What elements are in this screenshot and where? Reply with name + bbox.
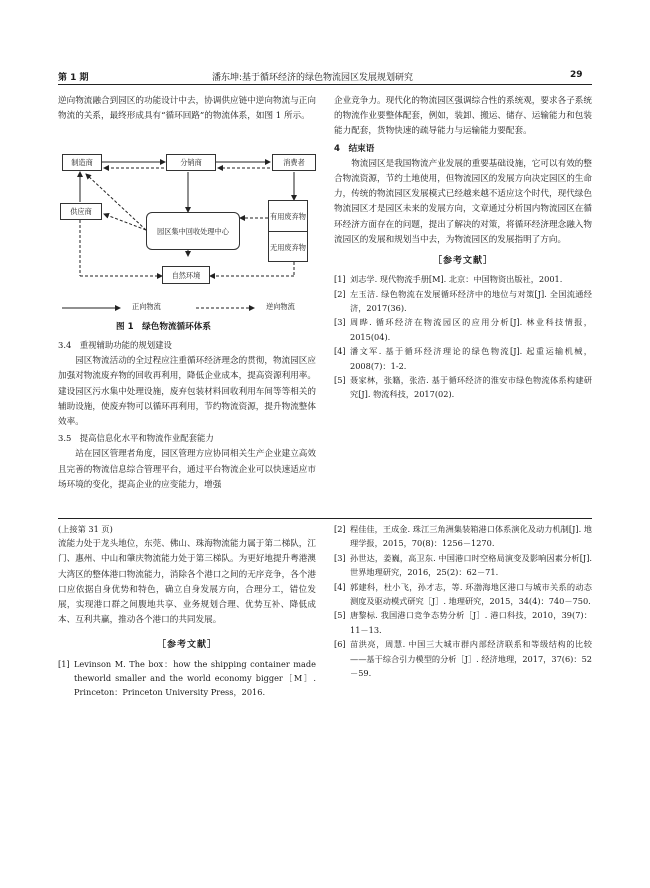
node-distributor: 分销商	[166, 154, 216, 171]
reference-item	[334, 315, 592, 344]
reference-text: 郭建科，杜小飞，孙才志，等. 环渤海地区港口与城市关系的动态测度及驱动模式研究［J］. 地理研究，2015，34(4)：740－750.	[350, 581, 592, 607]
reference-item	[334, 580, 592, 609]
reference-item	[58, 657, 316, 700]
header-rule	[58, 84, 592, 85]
node-consumer: 消费者	[272, 154, 316, 171]
reference-number: [1]	[58, 658, 70, 669]
node-recycling-center: 园区集中回收处理中心	[146, 212, 240, 250]
section-3-5-heading: 3.5 提高信息化水平和物流作业配套能力	[58, 433, 214, 444]
left-column-sections	[58, 337, 316, 493]
reference-text: Levinson M. The box：how the shipping container made theworld smaller and the world economy bigger［M］. Princeton：Princeton University Press，2016.	[74, 658, 316, 698]
reference-number: [5]	[334, 375, 346, 386]
node-supplier: 供应商	[60, 203, 102, 220]
figure-caption: 图 1 绿色物流循环体系	[116, 322, 211, 332]
reference-item	[334, 373, 592, 402]
page-number: 29	[570, 70, 583, 80]
section-3-4-heading: 3.4 重视辅助功能的规划建设	[58, 340, 172, 350]
reference-number: [2]	[334, 524, 346, 534]
reference-text: 周晔. 循环经济在物流园区的应用分析[J]. 林业科技情报，2015(04).	[350, 317, 592, 342]
legend-forward-label: 正向物流	[132, 302, 161, 311]
reference-number: [1]	[334, 274, 346, 285]
left-column	[58, 94, 316, 124]
section-3-5-text: 站在园区管理者角度，园区管理方应协同相关生产企业建立高效且完善的物流信息综合管理平台，通过平台物流企业可以快速适应市场环境的变化，提高企业的应变能力，增强	[58, 449, 316, 490]
section-4-heading: 4 结束语	[334, 143, 375, 154]
reference-item	[334, 551, 592, 580]
lower-references-heading: ［参考文献］	[156, 640, 217, 651]
reference-text: 苗洪亮，周慧. 中国三大城市群内部经济联系和等级结构的比较——基于综合引力模型的分析［J］. 经济地理，2017，37(6)：52－59.	[350, 639, 592, 679]
references-heading: ［参考文献］	[432, 256, 493, 267]
legend-reverse-label: 逆向物流	[266, 302, 295, 311]
reference-text: 唐黎标. 我国港口竞争态势分析［J］. 港口科技，2010，39(7)：11－13.	[350, 610, 592, 635]
waste-divider	[268, 231, 308, 232]
reference-text: 程佳佳，王成金. 珠江三角洲集装箱港口体系演化及动力机制[J]. 地理学报，2015，70(8)：1256－1270.	[350, 524, 592, 549]
continued-from-note: (上接第 31 页)	[58, 524, 113, 534]
journal-issue: 第 1 期	[58, 73, 89, 83]
reference-number: [2]	[334, 288, 346, 299]
reference-text: 孙世达，姜巍，高卫东. 中国港口时空格局演变及影响因素分析[J]. 世界地理研究，2016，25(2)：62－71.	[350, 552, 592, 578]
reference-text: 聂家林，张籍，张浩. 基于循环经济的淮安市绿色物流体系构建研究[J]. 物流科技，2017(02).	[350, 375, 592, 400]
reference-text: 潘文军. 基于循环经济理论的绿色物流[J]. 起重运输机械，2008(7)：1-2.	[350, 346, 592, 371]
reference-number: [3]	[334, 317, 346, 328]
node-useful-waste: 有用废弃物	[270, 202, 306, 230]
reference-text: 左玉洁. 绿色物流在发展循环经济中的地位与对策[J]. 全国流通经济，2017(36).	[350, 288, 592, 314]
reference-item	[334, 344, 592, 373]
reference-number: [4]	[334, 581, 346, 592]
reference-item	[334, 272, 592, 286]
lower-left-column	[58, 522, 316, 700]
node-useless-waste: 无用废弃物	[270, 233, 306, 261]
lower-right-column	[334, 522, 592, 680]
reference-item	[334, 608, 592, 637]
reference-number: [5]	[334, 610, 346, 621]
lower-left-paragraph: 流能力处于龙头地位，东莞、佛山、珠海物流能力属于第二梯队，江门、惠州、中山和肇庆物流能力处于第三梯队。为更好地提升粤港澳大湾区的整体港口物流能力，消除各个港口之间的无序竞争，各个港口应依据自身优势和特色，确立自身发展方向，合理分工，错位发展，实现港口群之间腹地共享、业务规划合理、优势互补、降低成本、互利共赢，推动各个港口的共同发展。	[58, 539, 316, 626]
reference-text: 刘志学. 现代物流手册[M]. 北京：中国物资出版社，2001.	[350, 274, 563, 285]
reference-number: [3]	[334, 552, 346, 563]
reference-item	[334, 637, 592, 680]
reference-item	[334, 287, 592, 316]
section-3-4-text: 园区物流活动的全过程应注重循环经济理念的贯彻，物流园区应加强对物流废弃物的回收再利用，降低企业成本，提高资源利用率。建设园区污水集中处理设施，废弃包装材料回收利用车间等等相关的辅助设施，使废弃物可以循环再利用，节约物流资源，提升物流整体效率。	[58, 356, 316, 428]
conclusion-paragraph: 物流园区是我国物流产业发展的重要基础设施，它可以有效的整合物流资源，节约土地使用，但物流园区的发展方向决定园区的生命力，传统的物流园区发展模式已经越来越不适应这个时代，现代绿色物流园区才是园区未来的发展方向，文章通过分析国内物流园区在循环经济方面存在的问题，提出了解决的对策，将循环经济理念融入物流园区的发展和规划当中去，为物流园区的发展指明了方向。	[334, 158, 592, 245]
reference-number: [6]	[334, 639, 346, 650]
intro-paragraph: 逆向物流融合到园区的功能设计中去，协调供应链中逆向物流与正向物流的关系，最终形成具有“循环回路”的物流体系，如图 1 所示。	[58, 96, 316, 122]
reference-item	[334, 522, 592, 551]
running-title: 潘东坤:基于循环经济的绿色物流园区发展规划研究	[212, 73, 414, 83]
reference-list	[334, 272, 592, 402]
right-column	[334, 94, 592, 402]
article-separator	[58, 518, 592, 519]
continuation-paragraph: 企业竞争力。现代化的物流园区强调综合性的系统观，要求各子系统的物流作业要整体配套，例如，装卸、搬运、储存、运输能力和包装能力配套，货物快速的疏导能力与运输能力要配套。	[334, 96, 592, 137]
node-manufacturer: 制造商	[62, 154, 102, 171]
figure-1	[58, 148, 316, 334]
reference-number: [4]	[334, 346, 346, 357]
node-natural-environment: 自然环境	[162, 266, 210, 284]
